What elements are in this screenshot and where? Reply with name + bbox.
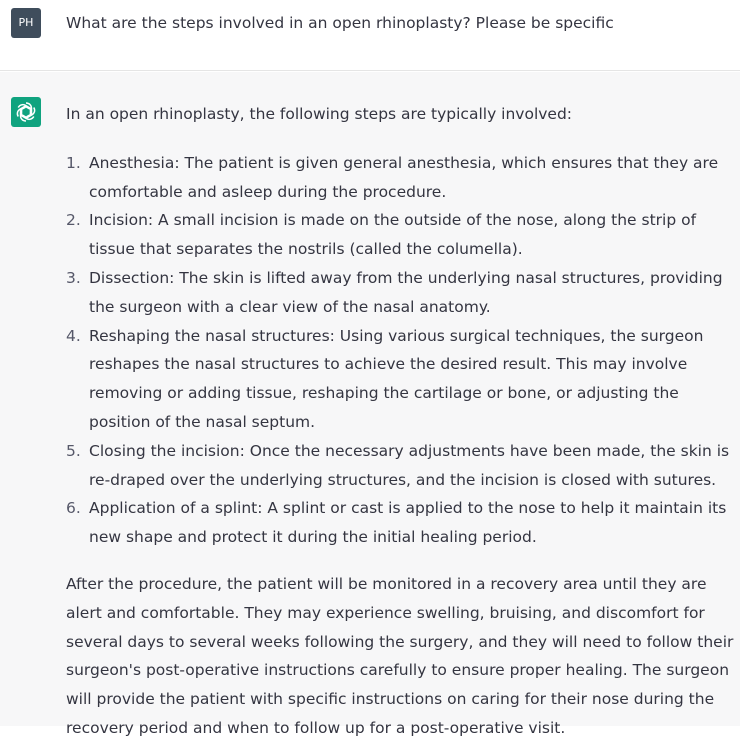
user-message-block (0, 0, 740, 71)
list-item-number: 6. (66, 499, 81, 518)
list-item-number: 3. (66, 268, 81, 287)
list-item-text: Application of a splint: A splint or cast is applied to the nose to help it maintain its new shape and protect it during the initial healing period. (89, 499, 727, 547)
list-item-text: Dissection: The skin is lifted away from the underlying nasal structures, providing the surgeon with a clear view of the nasal anatomy. (89, 268, 723, 316)
assistant-outro: After the procedure, the patient will be monitored in a recovery area until they are alert and comfortable. They may experience swelling, bruising, and discomfort for several days to several weeks following the surgery, and they will need to follow their surgeon's post-operative instructions carefully to ensure proper healing. The surgeon will provide the patient with specific instructions on caring for their nose during the recovery period and when to follow up for a post-operative visit. (66, 574, 734, 737)
list-item-text: Reshaping the nasal structures: Using various surgical techniques, the surgeon reshapes the nasal structures to achieve the desired result. This may involve removing or adding tissue, reshaping the cartilage or bone, or adjusting the position of the nasal septum. (89, 326, 704, 431)
list-item-text: Incision: A small incision is made on the outside of the nose, along the strip of tissue that separates the nostrils (called the columella). (89, 211, 697, 259)
list-item-number: 2. (66, 211, 81, 230)
list-item-text: Closing the incision: Once the necessary adjustments have been made, the skin is re-draped over the underlying structures, and the incision is closed with sutures. (89, 441, 730, 489)
list-item-number: 5. (66, 441, 81, 460)
openai-logo-icon (11, 97, 41, 127)
list-item (66, 322, 736, 437)
steps-list (66, 149, 736, 552)
assistant-message-block (0, 72, 740, 737)
list-item (66, 264, 736, 322)
list-item (66, 437, 736, 495)
assistant-message-content (66, 100, 736, 743)
list-item (66, 494, 736, 552)
list-item-text: Anesthesia: The patient is given general anesthesia, which ensures that they are comfortable and asleep during the procedure. (89, 153, 719, 201)
list-item-number: 1. (66, 153, 81, 172)
list-item-number: 4. (66, 326, 81, 345)
user-avatar: PH (11, 8, 41, 38)
list-item (66, 206, 736, 264)
user-message-text: What are the steps involved in an open rhinoplasty? Please be specific (66, 14, 614, 32)
assistant-intro: In an open rhinoplasty, the following steps are typically involved: (66, 105, 573, 123)
list-item (66, 149, 736, 207)
